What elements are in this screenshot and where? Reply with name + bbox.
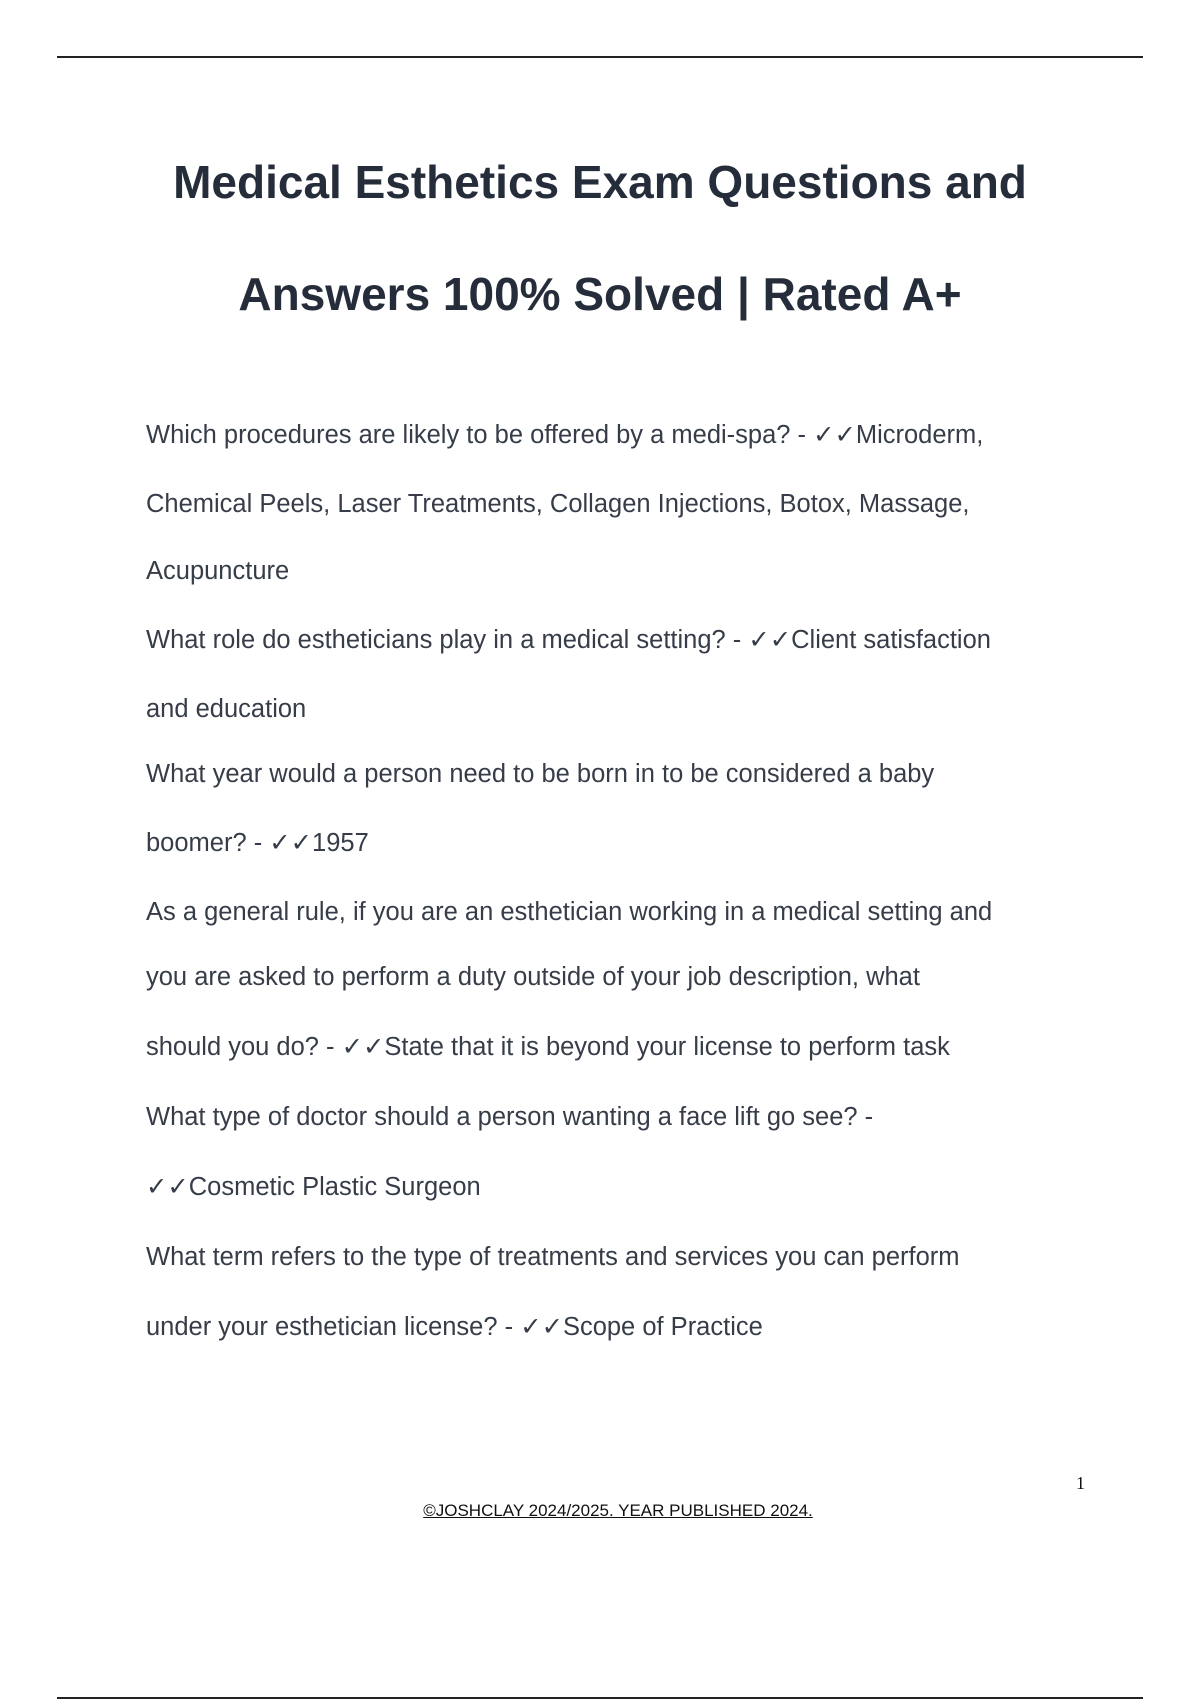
document-title [100,126,1100,350]
qa-line: ✓✓Cosmetic Plastic Surgeon [146,1173,481,1201]
qa-line: What role do estheticians play in a medical setting? - ✓✓Client satisfaction [146,626,991,654]
qa-line: What term refers to the type of treatments and services you can perform [146,1243,960,1271]
qa-line: Which procedures are likely to be offered by a medi-spa? - ✓✓Microderm, [146,421,984,449]
qa-line: boomer? - ✓✓1957 [146,829,369,857]
page-number: 1 [1076,1473,1085,1493]
qa-line: What year would a person need to be born in to be considered a baby [146,760,935,788]
bottom-rule [57,1697,1143,1699]
qa-line: under your esthetician license? - ✓✓Scope of Practice [146,1313,763,1341]
qa-line: you are asked to perform a duty outside of your job description, what [146,963,920,991]
footer-copyright [0,1501,1200,1521]
title-line-2: Answers 100% Solved | Rated A+ [238,268,962,320]
qa-line: Chemical Peels, Laser Treatments, Collagen Injections, Botox, Massage, [146,490,970,518]
qa-line: As a general rule, if you are an esthetician working in a medical setting and [146,898,993,926]
title-line-1: Medical Esthetics Exam Questions and [173,156,1027,208]
footer-text: ©JOSHCLAY 2024/2025. YEAR PUBLISHED 2024. [423,1501,813,1520]
qa-line: Acupuncture [146,557,290,585]
qa-line: and education [146,695,307,723]
top-rule [57,56,1143,58]
qa-line: What type of doctor should a person wanting a face lift go see? - [146,1103,874,1131]
qa-line: should you do? - ✓✓State that it is beyond your license to perform task [146,1033,950,1061]
